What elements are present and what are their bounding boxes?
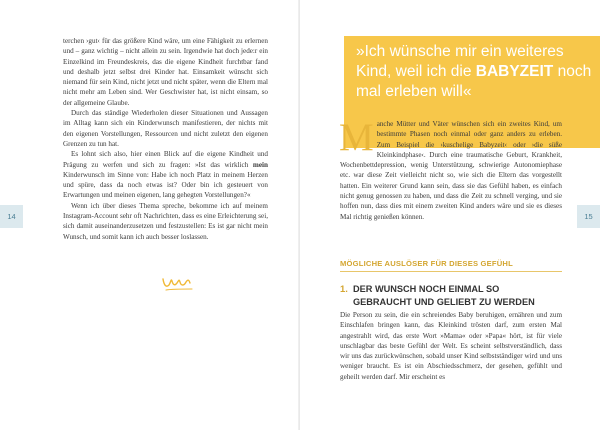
section-body-text: Die Person zu sein, die ein schreiendes Baby beruhigen, ernähren und zum Einschlafen bringen kann, das Kleinkind trösten darf, zum ersten Mal angestrahlt wird, das erste Wort »Mama« oder »Papa« hört, ist für viele unschlagbar das beste Gefühl der Welt. Es scheint selbstverständlich, dass wir uns das zurückwünschen, sobald unser Kind selbstständiger wird und uns weniger braucht. Es ist ein Abschiedsschmerz, der gesehen, gefühlt und geheilt werden darf. Mir erscheint es	[340, 311, 562, 381]
page-number-left: 14	[7, 212, 16, 221]
page-number-tab-right	[577, 205, 600, 228]
page-number-tab-left	[0, 205, 23, 228]
section-body	[340, 310, 562, 382]
paragraph-3: Es lohnt sich also, hier einen Blick auf die eigene Kindheit und Prägung zu werfen und sich zu fragen: »Ist das wirklich mein Kinderwunsch im Sinne von: Habe ich noch Platz in meinem Herzen und spüre, dass da noch etwas ist? Oder bin ich gesteuert von Erwartungen und meinen eigenen, lang gehegten Vorstellungen?«	[63, 150, 268, 200]
section-heading: MÖGLICHE AUSLÖSER FÜR DIESES GEFÜHL	[340, 259, 562, 272]
signature-mark	[160, 271, 200, 293]
intro-body: anche Mütter und Väter wünschen sich ein zweites Kind, um bestimmte Phasen noch einmal oder ganz anders zu erleben. Zum Beispiel die ›kuschelige Babyzeit‹ oder ›die süße Kleinkindphase‹. Durch eine traumatische Geburt, Krankheit, Wochenbettdepression, wenig Unterstützung, schwierige Autonomiephase etc. war diese Zeit vielleicht nicht so, wie sich die Eltern das vorgestellt hatten. Ein weiterer Grund kann sein, dass sie das Gefühl haben, es einfach nicht genug genossen zu haben, und dass die Zeit zu schnell verging, und sie hoffen nun, dass dies mit einem zweiten Kind anders wäre und sie es dieses Mal richtig genießen können.	[340, 120, 562, 221]
subheading-number: 1.	[340, 283, 348, 294]
emphasis-word: mein	[252, 160, 268, 169]
paragraph-2: Durch das ständige Wiederholen dieser Situationen und Aussagen im Alltag kann sich ein Kinderwunsch manifestieren, der nichts mit den eigenen Vorstellungen, Ressourcen und nicht zuletzt den eigenen Grenzen zu tun hat.	[63, 109, 268, 148]
paragraph-1: terchen ›gut‹ für das größere Kind wäre, um eine Fähigkeit zu erlernen und – ganz wichtig – nicht allein zu sein. Irgendwie hat doch jede:r ein Einzelkind im Freundeskreis, das die eigene Kindheit furchtbar fand und deshalb jetzt selbst drei Kinder hat. Einsamkeit wünscht sich niemand für sein Kind, nicht jetzt und nicht später, wenn die Eltern mal nicht mehr am Leben sind. Wer Geschwister hat, ist nicht einsam, so der allgemeine Glaube.	[63, 37, 268, 107]
chapter-quote	[356, 42, 592, 102]
quote-bold-word: BABYZEIT	[475, 63, 554, 80]
subheading-text: DER WUNSCH NOCH EINMAL SO GEBRAUCHT UND GELIEBT ZU WERDEN	[353, 284, 535, 307]
paragraph-4: Wenn ich über dieses Thema spreche, bekomme ich auf meinem Instagram-Account sehr oft Nachrichten, dass es eine Erleichterung sei, sich damit auseinanderzusetzen und festzustellen: Es ist gar nicht mein Wunsch, und somit kann ich auch besser loslassen.	[63, 201, 268, 241]
intro-text	[339, 116, 562, 222]
left-body-text	[63, 36, 268, 242]
intro-paragraph	[339, 116, 562, 222]
quote-part-2: noch mal erleben will«	[356, 63, 592, 100]
drop-cap: M	[339, 116, 374, 159]
page-number-right: 15	[584, 212, 593, 221]
quote-part-1: »Ich wünsche mir ein weiteres Kind, weil ich die	[356, 43, 564, 80]
